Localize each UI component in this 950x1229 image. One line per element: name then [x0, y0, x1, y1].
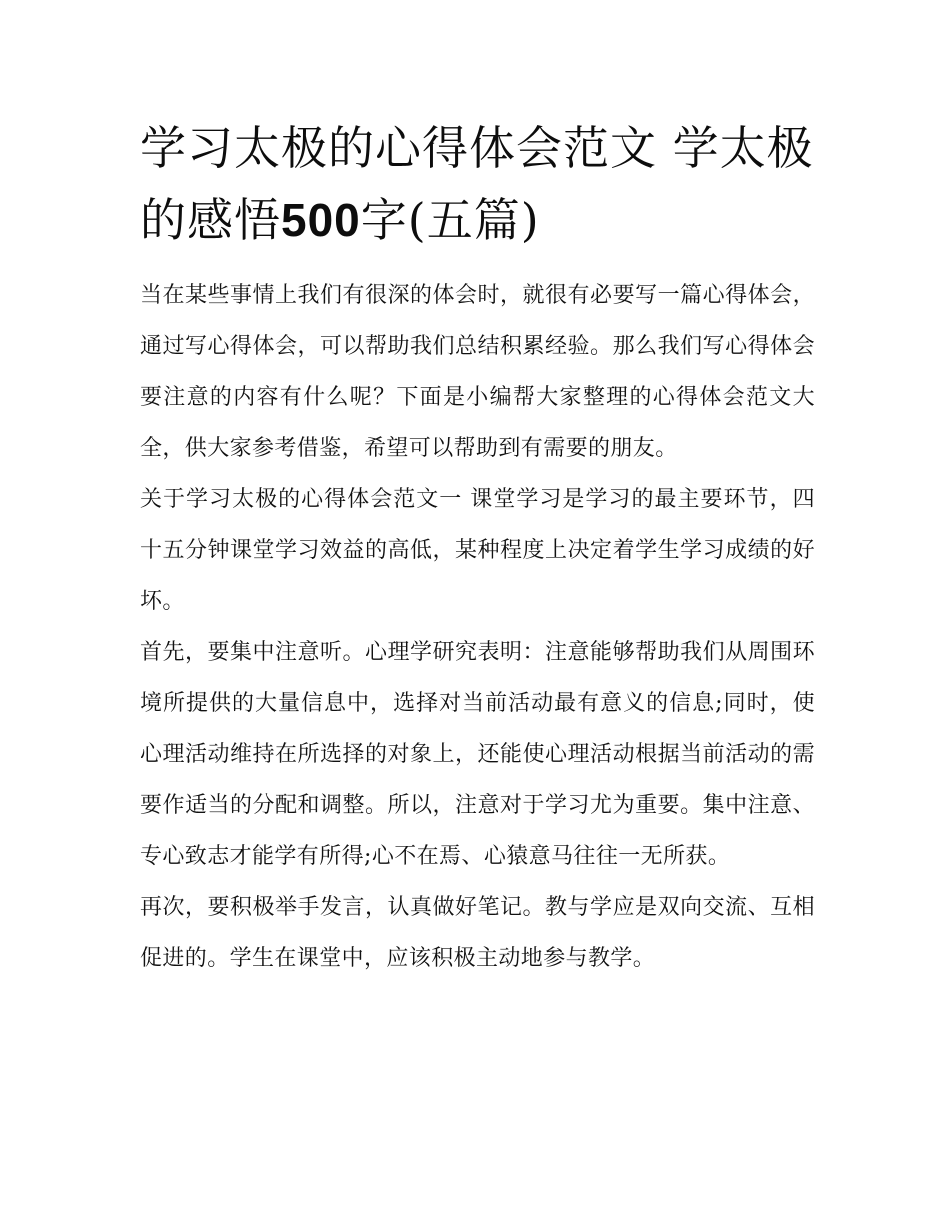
- title-text-1: 学习太极的心得体会范文 学太极的感悟: [140, 121, 814, 247]
- paragraph-attention: 首先，要集中注意听。心理学研究表明：注意能够帮助我们从周围环境所提供的大量信息中，选择对当前活动最有意义的信息;同时，使心理活动维持在所选择的对象上，还能使心理活动根据当前活动的需要作适当的分配和调整。所以，注意对于学习尤为重要。集中注意、专心致志才能学有所得;心不在焉、心猿意马往往一无所获。: [140, 640, 815, 869]
- document-body: [140, 112, 815, 984]
- paragraph-participation: 再次，要积极举手发言，认真做好笔记。教与学应是双向交流、互相促进的。学生在课堂中，应该积极主动地参与教学。: [140, 895, 815, 971]
- document-title: [140, 112, 815, 256]
- title-number: 500: [281, 194, 361, 246]
- title-text-2: 字(五篇): [360, 193, 540, 247]
- paragraph-intro: 当在某些事情上我们有很深的体会时，就很有必要写一篇心得体会，通过写心得体会，可以帮助我们总结积累经验。那么我们写心得体会要注意的内容有什么呢？下面是小编帮大家整理的心得体会范文大全，供大家参考借鉴，希望可以帮助到有需要的朋友。: [140, 283, 815, 461]
- paragraph-essay-one-intro: 关于学习太极的心得体会范文一 课堂学习是学习的最主要环节，四十五分钟课堂学习效益的高低，某种程度上决定着学生学习成绩的好坏。: [140, 487, 815, 614]
